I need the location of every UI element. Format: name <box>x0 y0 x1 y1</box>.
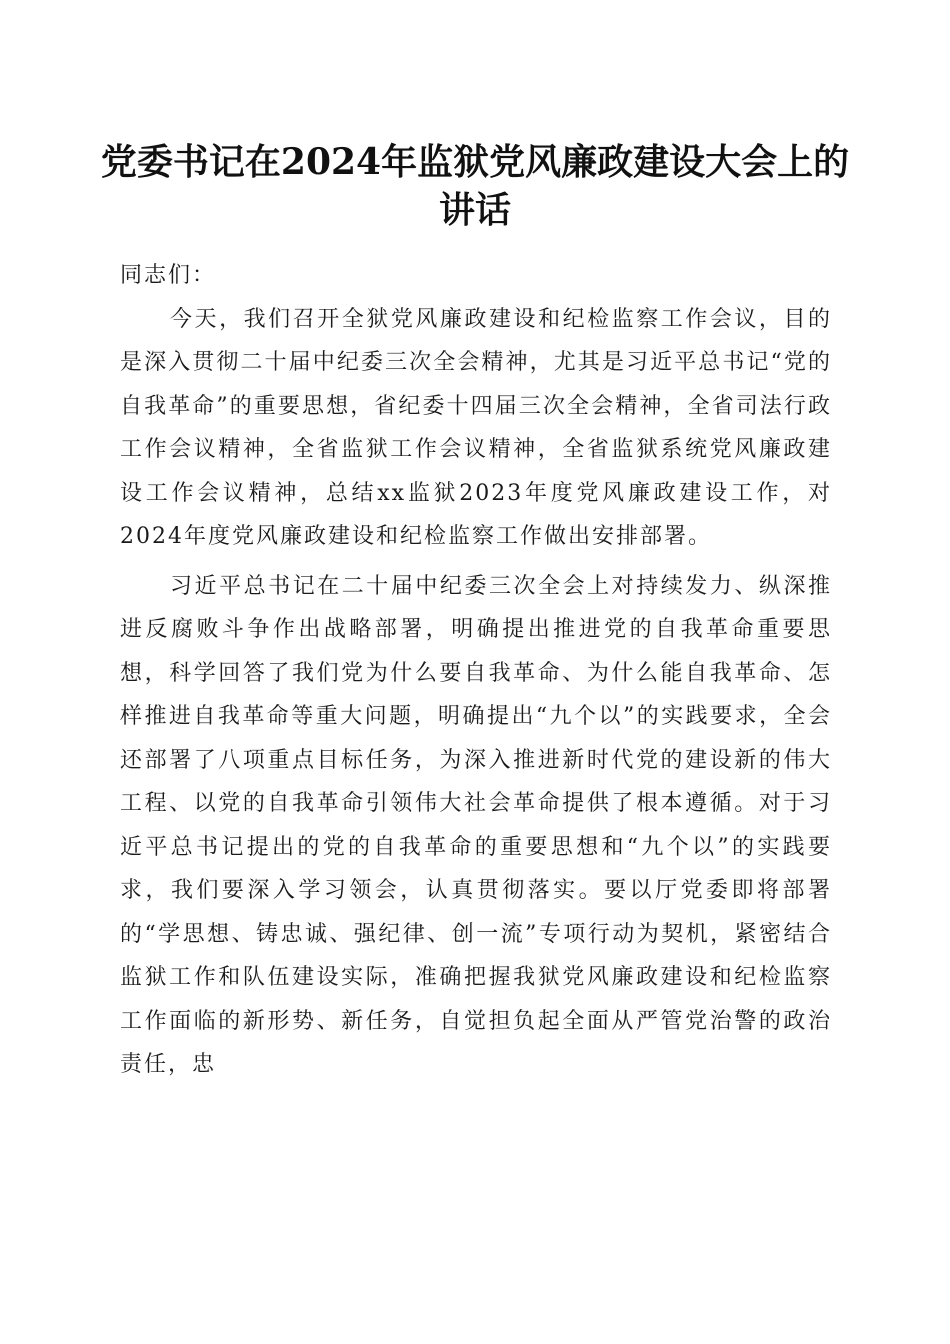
document-body <box>120 254 832 1087</box>
paragraph-2: 习近平总书记在二十届中纪委三次全会上对持续发力、纵深推进反腐败斗争作出战略部署，明确提出推进党的自我革命重要思想，科学回答了我们党为什么要自我革命、为什么能自我革命、怎样推进自我革命等重大问题，明确提出“九个以”的实践要求，全会还部署了八项重点目标任务，为深入推进新时代党的建设新的伟大工程、以党的自我革命引领伟大社会革命提供了根本遵循。对于习近平总书记提出的党的自我革命的重要思想和“九个以”的实践要求，我们要深入学习领会，认真贯彻落实。要以厅党委即将部署的“学思想、铸忠诚、强纪律、创一流”专项行动为契机，紧密结合监狱工作和队伍建设实际，准确把握我狱党风廉政建设和纪检监察工作面临的新形势、新任务，自觉担负起全面从严管党治警的政治责任，忠 <box>120 573 832 1077</box>
paragraph-1: 今天，我们召开全狱党风廉政建设和纪检监察工作会议，目的是深入贯彻二十届中纪委三次全会精神，尤其是习近平总书记“党的自我革命”的重要思想，省纪委十四届三次全会精神，全省司法行政工作会议精神，全省监狱工作会议精神，全省监狱系统党风廉政建设工作会议精神，总结xx监狱2023年度党风廉政建设工作，对2024年度党风廉政建设和纪检监察工作做出安排部署。 <box>120 306 832 549</box>
salutation: 同志们： <box>120 263 217 288</box>
document-title: 党委书记在2024年监狱党风廉政建设大会上的讲话 <box>100 141 850 231</box>
